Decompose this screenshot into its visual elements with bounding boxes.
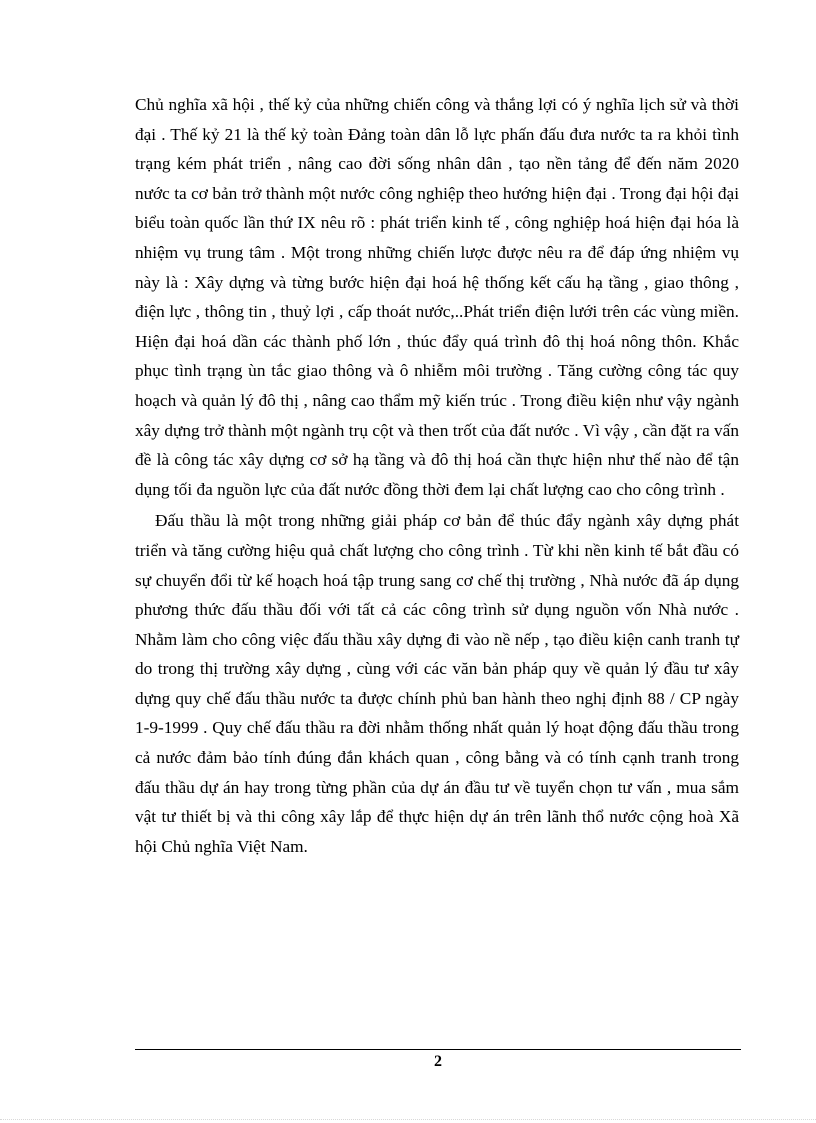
paragraph-2: Đấu thầu là một trong những giải pháp cơ bản để thúc đẩy ngành xây dựng phát triển và tăng cường hiệu quả chất lượng cho công trình . Từ khi nền kinh tế bắt đầu có sự chuyển đổi từ kế hoạch hoá tập trung sang cơ chế thị trường , Nhà nước đã áp dụng phương thức đấu thầu đối với tất cả các công trình sử dụng nguồn vốn Nhà nước . Nhằm làm cho công việc đấu thầu xây dựng đi vào nề nếp , tạo điều kiện canh tranh tự do trong thị trường xây dựng , cùng với các văn bản pháp quy về quản lý đầu tư xây dựng quy chế đấu thầu nước ta được chính phủ ban hành theo nghị định 88 / CP ngày 1-9-1999 . Quy chế đấu thầu ra đời nhằm thống nhất quản lý hoạt động đấu thầu trong cả nước đảm bảo tính đúng đắn khách quan , công bằng và có tính cạnh tranh trong đấu thầu dự án hay trong từng phần của dự án đầu tư về tuyển chọn tư vấn , mua sắm vật tư thiết bị và thi công xây lắp để thực hiện dự án trên lãnh thổ nước cộng hoà Xã hội Chủ nghĩa Việt Nam. bbox=[135, 511, 739, 856]
footer-divider bbox=[135, 1049, 741, 1050]
body-text bbox=[135, 90, 739, 861]
page-bottom-edge bbox=[0, 1119, 816, 1120]
paragraph-1: Chủ nghĩa xã hội , thế kỷ của những chiến công và thắng lợi có ý nghĩa lịch sử và thời đại . Thế kỷ 21 là thế kỷ toàn Đảng toàn dân lỗ lực phấn đấu đưa nước ta ra khỏi tình trạng kém phát triển , nâng cao đời sống nhân dân , tạo nền tảng để đến năm 2020 nước ta cơ bản trở thành một nước công nghiệp theo hướng hiện đại . Trong đại hội đại biểu toàn quốc lần thứ IX nêu rõ : phát triển kinh tế , công nghiệp hoá hiện đại hóa là nhiệm vụ trung tâm . Một trong những chiến lược được nêu ra để đáp ứng nhiệm vụ này là : Xây dựng và từng bước hiện đại hoá hệ thống kết cấu hạ tầng , giao thông , điện lực , thông tin , thuỷ lợi , cấp thoát nước,..Phát triển điện lưới trên các vùng miền. Hiện đại hoá dần các thành phố lớn , thúc đẩy quá trình đô thị hoá nông thôn. Khắc phục tình trạng ùn tắc giao thông và ô nhiễm môi trường . Tăng cường công tác quy hoạch và quản lý đô thị , nâng cao thẩm mỹ kiến trúc . Trong điều kiện như vậy ngành xây dựng trở thành một ngành trụ cột và then trốt của đất nước . Vì vậy , cần đặt ra vấn đề là công tác xây dựng cơ sở hạ tầng và đô thị hoá cần thực hiện như thế nào để tận dụng tối đa nguồn lực của đất nước đồng thời đem lại chất lượng cao cho công trình . bbox=[135, 95, 739, 499]
page-number: 2 bbox=[434, 1053, 442, 1070]
